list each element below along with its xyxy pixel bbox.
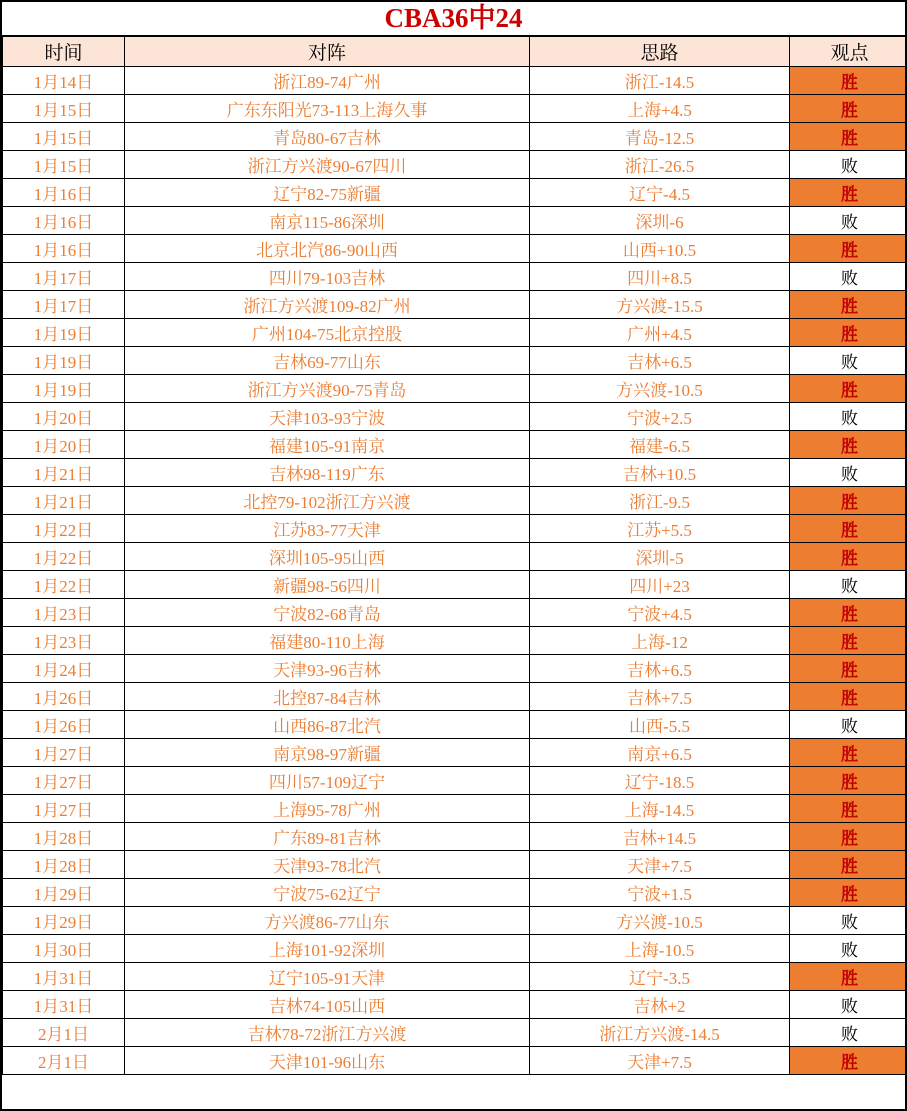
cell-verdict: 败 (790, 263, 907, 291)
table-row (3, 235, 907, 263)
cell-date: 1月29日 (3, 879, 125, 907)
cell-verdict: 败 (790, 571, 907, 599)
table-row (3, 347, 907, 375)
table-row (3, 67, 907, 95)
cell-idea: 辽宁-4.5 (530, 179, 790, 207)
cell-idea: 吉林+2 (530, 991, 790, 1019)
cell-date: 2月1日 (3, 1019, 125, 1047)
cell-verdict: 胜 (790, 291, 907, 319)
cell-idea: 浙江-26.5 (530, 151, 790, 179)
cell-verdict: 败 (790, 711, 907, 739)
cell-match: 广东89-81吉林 (125, 823, 530, 851)
cell-date: 1月17日 (3, 291, 125, 319)
cell-date: 1月31日 (3, 963, 125, 991)
table-row (3, 795, 907, 823)
cell-idea: 吉林+14.5 (530, 823, 790, 851)
cell-date: 1月20日 (3, 403, 125, 431)
cell-idea: 辽宁-18.5 (530, 767, 790, 795)
cell-idea: 山西-5.5 (530, 711, 790, 739)
cell-date: 1月17日 (3, 263, 125, 291)
results-table (2, 36, 907, 1075)
cell-date: 1月21日 (3, 487, 125, 515)
table-row (3, 1047, 907, 1075)
cell-match: 上海101-92深圳 (125, 935, 530, 963)
cell-date: 1月26日 (3, 683, 125, 711)
cell-verdict: 败 (790, 151, 907, 179)
cell-date: 1月27日 (3, 767, 125, 795)
cell-match: 四川57-109辽宁 (125, 767, 530, 795)
cell-idea: 上海-12 (530, 627, 790, 655)
cell-match: 北控79-102浙江方兴渡 (125, 487, 530, 515)
cell-verdict: 败 (790, 991, 907, 1019)
cell-date: 1月19日 (3, 319, 125, 347)
cell-idea: 方兴渡-10.5 (530, 907, 790, 935)
cell-match: 吉林74-105山西 (125, 991, 530, 1019)
cell-match: 广州104-75北京控股 (125, 319, 530, 347)
cell-verdict: 败 (790, 347, 907, 375)
cell-verdict: 胜 (790, 235, 907, 263)
cell-verdict: 败 (790, 907, 907, 935)
table-row (3, 571, 907, 599)
cell-idea: 方兴渡-10.5 (530, 375, 790, 403)
cell-match: 浙江方兴渡109-82广州 (125, 291, 530, 319)
cell-date: 1月16日 (3, 235, 125, 263)
cell-verdict: 胜 (790, 1047, 907, 1075)
table-row (3, 1019, 907, 1047)
cell-idea: 南京+6.5 (530, 739, 790, 767)
cell-date: 1月31日 (3, 991, 125, 1019)
cell-date: 1月14日 (3, 67, 125, 95)
table-row (3, 991, 907, 1019)
cell-verdict: 胜 (790, 487, 907, 515)
cell-match: 方兴渡86-77山东 (125, 907, 530, 935)
cell-match: 天津103-93宁波 (125, 403, 530, 431)
table-row (3, 319, 907, 347)
cell-match: 广东东阳光73-113上海久事 (125, 95, 530, 123)
table-row (3, 543, 907, 571)
table-row (3, 823, 907, 851)
table-row (3, 907, 907, 935)
cell-verdict: 败 (790, 1019, 907, 1047)
cell-idea: 四川+23 (530, 571, 790, 599)
cell-match: 浙江方兴渡90-67四川 (125, 151, 530, 179)
column-header-match: 对阵 (125, 37, 530, 67)
cell-verdict: 胜 (790, 851, 907, 879)
cell-idea: 上海-10.5 (530, 935, 790, 963)
cell-date: 1月16日 (3, 179, 125, 207)
cell-date: 1月21日 (3, 459, 125, 487)
column-header-idea: 思路 (530, 37, 790, 67)
table-row (3, 767, 907, 795)
cell-date: 1月26日 (3, 711, 125, 739)
cell-idea: 广州+4.5 (530, 319, 790, 347)
cell-match: 天津93-96吉林 (125, 655, 530, 683)
cell-verdict: 胜 (790, 627, 907, 655)
cell-match: 新疆98-56四川 (125, 571, 530, 599)
table-row (3, 515, 907, 543)
cell-idea: 宁波+4.5 (530, 599, 790, 627)
cell-date: 1月27日 (3, 795, 125, 823)
cell-date: 1月20日 (3, 431, 125, 459)
table-row (3, 123, 907, 151)
cell-match: 福建80-110上海 (125, 627, 530, 655)
cell-match: 南京98-97新疆 (125, 739, 530, 767)
table-row (3, 431, 907, 459)
cell-idea: 天津+7.5 (530, 1047, 790, 1075)
cell-match: 辽宁105-91天津 (125, 963, 530, 991)
cell-idea: 上海+4.5 (530, 95, 790, 123)
cell-date: 1月27日 (3, 739, 125, 767)
cell-match: 宁波82-68青岛 (125, 599, 530, 627)
cell-verdict: 胜 (790, 963, 907, 991)
table-row (3, 95, 907, 123)
cell-match: 天津93-78北汽 (125, 851, 530, 879)
cell-verdict: 胜 (790, 655, 907, 683)
page-title: CBA36中24 (2, 2, 905, 36)
cell-verdict: 胜 (790, 683, 907, 711)
cell-verdict: 胜 (790, 375, 907, 403)
column-header-verdict: 观点 (790, 37, 907, 67)
cell-verdict: 败 (790, 459, 907, 487)
cell-match: 宁波75-62辽宁 (125, 879, 530, 907)
cell-match: 四川79-103吉林 (125, 263, 530, 291)
cell-verdict: 胜 (790, 795, 907, 823)
table-row (3, 879, 907, 907)
cell-verdict: 胜 (790, 67, 907, 95)
cell-idea: 深圳-5 (530, 543, 790, 571)
cell-date: 1月15日 (3, 123, 125, 151)
column-header-time: 时间 (3, 37, 125, 67)
cell-idea: 福建-6.5 (530, 431, 790, 459)
cell-match: 吉林98-119广东 (125, 459, 530, 487)
table-row (3, 291, 907, 319)
cell-verdict: 胜 (790, 515, 907, 543)
cell-verdict: 胜 (790, 823, 907, 851)
cell-idea: 四川+8.5 (530, 263, 790, 291)
cell-verdict: 胜 (790, 123, 907, 151)
table-row (3, 487, 907, 515)
cell-verdict: 胜 (790, 767, 907, 795)
table-row (3, 851, 907, 879)
cell-idea: 辽宁-3.5 (530, 963, 790, 991)
cell-idea: 方兴渡-15.5 (530, 291, 790, 319)
cell-verdict: 胜 (790, 543, 907, 571)
cell-match: 深圳105-95山西 (125, 543, 530, 571)
cell-date: 1月28日 (3, 823, 125, 851)
cell-match: 山西86-87北汽 (125, 711, 530, 739)
cell-date: 1月28日 (3, 851, 125, 879)
table-row (3, 207, 907, 235)
cell-date: 1月22日 (3, 515, 125, 543)
cell-verdict: 胜 (790, 179, 907, 207)
cell-idea: 吉林+7.5 (530, 683, 790, 711)
cell-match: 天津101-96山东 (125, 1047, 530, 1075)
cell-idea: 吉林+6.5 (530, 655, 790, 683)
cell-match: 浙江方兴渡90-75青岛 (125, 375, 530, 403)
cell-date: 1月23日 (3, 599, 125, 627)
cell-idea: 山西+10.5 (530, 235, 790, 263)
cell-verdict: 胜 (790, 319, 907, 347)
cell-match: 吉林69-77山东 (125, 347, 530, 375)
cell-verdict: 胜 (790, 95, 907, 123)
cell-idea: 吉林+10.5 (530, 459, 790, 487)
cell-verdict: 败 (790, 207, 907, 235)
table-row (3, 935, 907, 963)
cell-idea: 青岛-12.5 (530, 123, 790, 151)
cell-idea: 江苏+5.5 (530, 515, 790, 543)
cell-date: 2月1日 (3, 1047, 125, 1075)
table-row (3, 963, 907, 991)
table-row (3, 627, 907, 655)
cell-idea: 深圳-6 (530, 207, 790, 235)
cell-date: 1月22日 (3, 543, 125, 571)
table-row (3, 403, 907, 431)
table-row (3, 683, 907, 711)
table-row (3, 263, 907, 291)
cell-match: 辽宁82-75新疆 (125, 179, 530, 207)
cell-idea: 宁波+2.5 (530, 403, 790, 431)
table-row (3, 375, 907, 403)
cell-match: 青岛80-67吉林 (125, 123, 530, 151)
table-row (3, 739, 907, 767)
cell-match: 福建105-91南京 (125, 431, 530, 459)
cell-verdict: 败 (790, 403, 907, 431)
table-row (3, 599, 907, 627)
cell-match: 江苏83-77天津 (125, 515, 530, 543)
cell-date: 1月30日 (3, 935, 125, 963)
cell-idea: 浙江-9.5 (530, 487, 790, 515)
table-body (3, 67, 907, 1075)
cell-date: 1月19日 (3, 375, 125, 403)
cell-match: 北控87-84吉林 (125, 683, 530, 711)
cell-date: 1月15日 (3, 95, 125, 123)
cell-match: 北京北汽86-90山西 (125, 235, 530, 263)
cell-verdict: 胜 (790, 431, 907, 459)
cell-idea: 浙江方兴渡-14.5 (530, 1019, 790, 1047)
cell-match: 上海95-78广州 (125, 795, 530, 823)
cell-date: 1月15日 (3, 151, 125, 179)
cell-verdict: 胜 (790, 599, 907, 627)
table-row (3, 655, 907, 683)
cell-date: 1月22日 (3, 571, 125, 599)
cell-match: 吉林78-72浙江方兴渡 (125, 1019, 530, 1047)
cell-date: 1月16日 (3, 207, 125, 235)
cell-verdict: 胜 (790, 739, 907, 767)
cell-match: 南京115-86深圳 (125, 207, 530, 235)
cell-idea: 上海-14.5 (530, 795, 790, 823)
cell-verdict: 胜 (790, 879, 907, 907)
cell-verdict: 败 (790, 935, 907, 963)
table-row (3, 151, 907, 179)
table-row (3, 179, 907, 207)
header-row (3, 37, 907, 67)
cell-match: 浙江89-74广州 (125, 67, 530, 95)
table-row (3, 459, 907, 487)
cell-date: 1月23日 (3, 627, 125, 655)
cell-idea: 宁波+1.5 (530, 879, 790, 907)
cell-idea: 浙江-14.5 (530, 67, 790, 95)
table-row (3, 711, 907, 739)
cell-date: 1月24日 (3, 655, 125, 683)
cell-date: 1月29日 (3, 907, 125, 935)
cell-date: 1月19日 (3, 347, 125, 375)
cell-idea: 吉林+6.5 (530, 347, 790, 375)
cell-idea: 天津+7.5 (530, 851, 790, 879)
